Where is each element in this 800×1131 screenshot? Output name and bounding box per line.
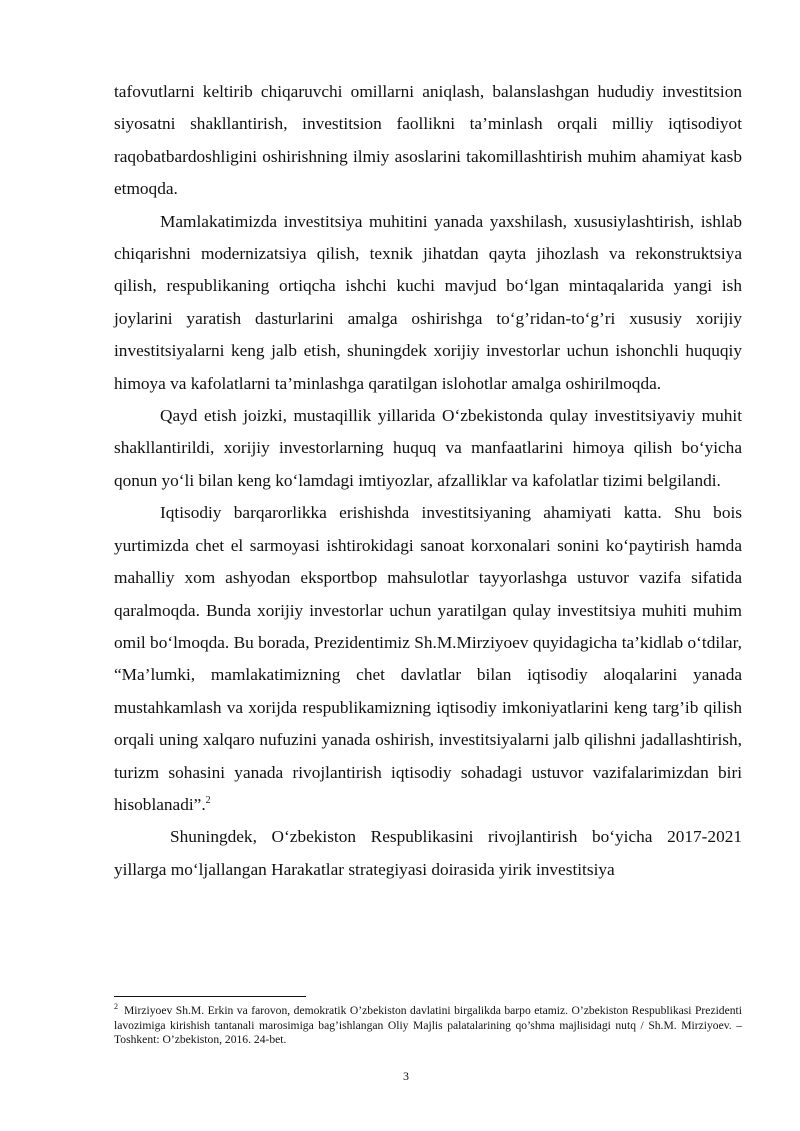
footnote bbox=[114, 1004, 742, 1048]
body-text bbox=[114, 76, 742, 886]
paragraph-4 bbox=[114, 497, 742, 821]
paragraph-3 bbox=[114, 400, 742, 497]
paragraph-1-text: tafovutlarni keltirib chiqaruvchi omillarni aniqlash, balanslashgan hududiy investitsion siyosatni shakllantirish, investitsion faollikni ta’minlash orqali milliy iqtisodiyot raqobatbardoshligini oshirishning ilmiy asoslarini takomillashtirish muhim ahamiyat kasb etmoqda. bbox=[114, 82, 742, 199]
footnote-reference[interactable]: 2 bbox=[205, 795, 211, 807]
footnote-separator bbox=[114, 996, 306, 997]
paragraph-2 bbox=[114, 206, 742, 400]
paragraph-2-text: Mamlakatimizda investitsiya muhitini yanada yaxshilash, xususiylashtirish, ishlab chiqarishni modernizatsiya qilish, texnik jihatdan qayta jihozlash va rekonstruktsiya qilish, respublikaning ortiqcha ishchi kuchi mavjud bo‘lgan mintaqalarida yangi ish joylarini yaratish dasturlarini amalga oshirishga to‘g’ridan-to‘g’ri xususiy xorijiy investitsiyalarni keng jalb etish, shuningdek xorijiy investorlar uchun ishonchli huquqiy himoya va kafolatlarni ta’minlashga qaratilgan islohotlar amalga oshirilmoqda. bbox=[114, 211, 742, 393]
paragraph-4-text: Iqtisodiy barqarorlikka erishishda investitsiyaning ahamiyati katta. Shu bois yurtimizda chet el sarmoyasi ishtirokidagi sanoat korxonalari sonini ko‘paytirish hamda mahalliy xom ashyodan eksportbop mahsulotlar tayyorlashga ustuvor vazifa sifatida qaralmoqda. Bunda xorijiy investorlar uchun yaratilgan qulay investitsiya muhiti muhim omil bo‘lmoqda. Bu borada, Prezidentimiz Sh.M.Mirziyoev quyidagicha ta’kidlab o‘tdilar, “Ma’lumki, mamlakatimizning chet davlatlar bilan iqtisodiy aloqalarini yanada mustahkamlash va xorijda respublikamizning iqtisodiy imkoniyatlarini keng targ’ib qilish orqali uning xalqaro nufuzini yanada oshirish, investitsiyalarni jalb qilishni jadallashtirish, turizm sohasini yanada rivojlantirish iqtisodiy sohadagi ustuvor vazifalarimizdan biri hisoblanadi”. bbox=[114, 503, 742, 814]
page-number: 3 bbox=[403, 1069, 409, 1083]
paragraph-5 bbox=[114, 821, 742, 886]
paragraph-3-text: Qayd etish joizki, mustaqillik yillarida O‘zbekistonda qulay investitsiyaviy muhit shakllantirildi, xorijiy investorlarning huquq va manfaatlarini himoya qilish bo‘yicha qonun yo‘li bilan keng ko‘lamdagi imtiyozlar, afzalliklar va kafolatlar tizimi belgilandi. bbox=[114, 406, 742, 490]
footnote-number: 2 bbox=[114, 1002, 118, 1012]
paragraph-1 bbox=[114, 76, 742, 206]
footnote-text: Mirziyoev Sh.M. Erkin va farovon, demokratik O’zbekiston davlatini birgalikda barpo etamiz. O’zbekiston Respublikasi Prezidenti lavozimiga kirishish tantanali marosimiga bag’ishlangan Oliy Majlis palatalarining qo’shma majlisidagi nutq / Sh.M. Mirziyoev. – Toshkent: O’zbekiston, 2016. 24-bet. bbox=[114, 1004, 742, 1047]
paragraph-5-text: Shuningdek, O‘zbekiston Respublikasini rivojlantirish bo‘yicha 2017-2021 yillarga mo‘ljallangan Harakatlar strategiyasi doirasida yirik investitsiya bbox=[114, 827, 742, 879]
